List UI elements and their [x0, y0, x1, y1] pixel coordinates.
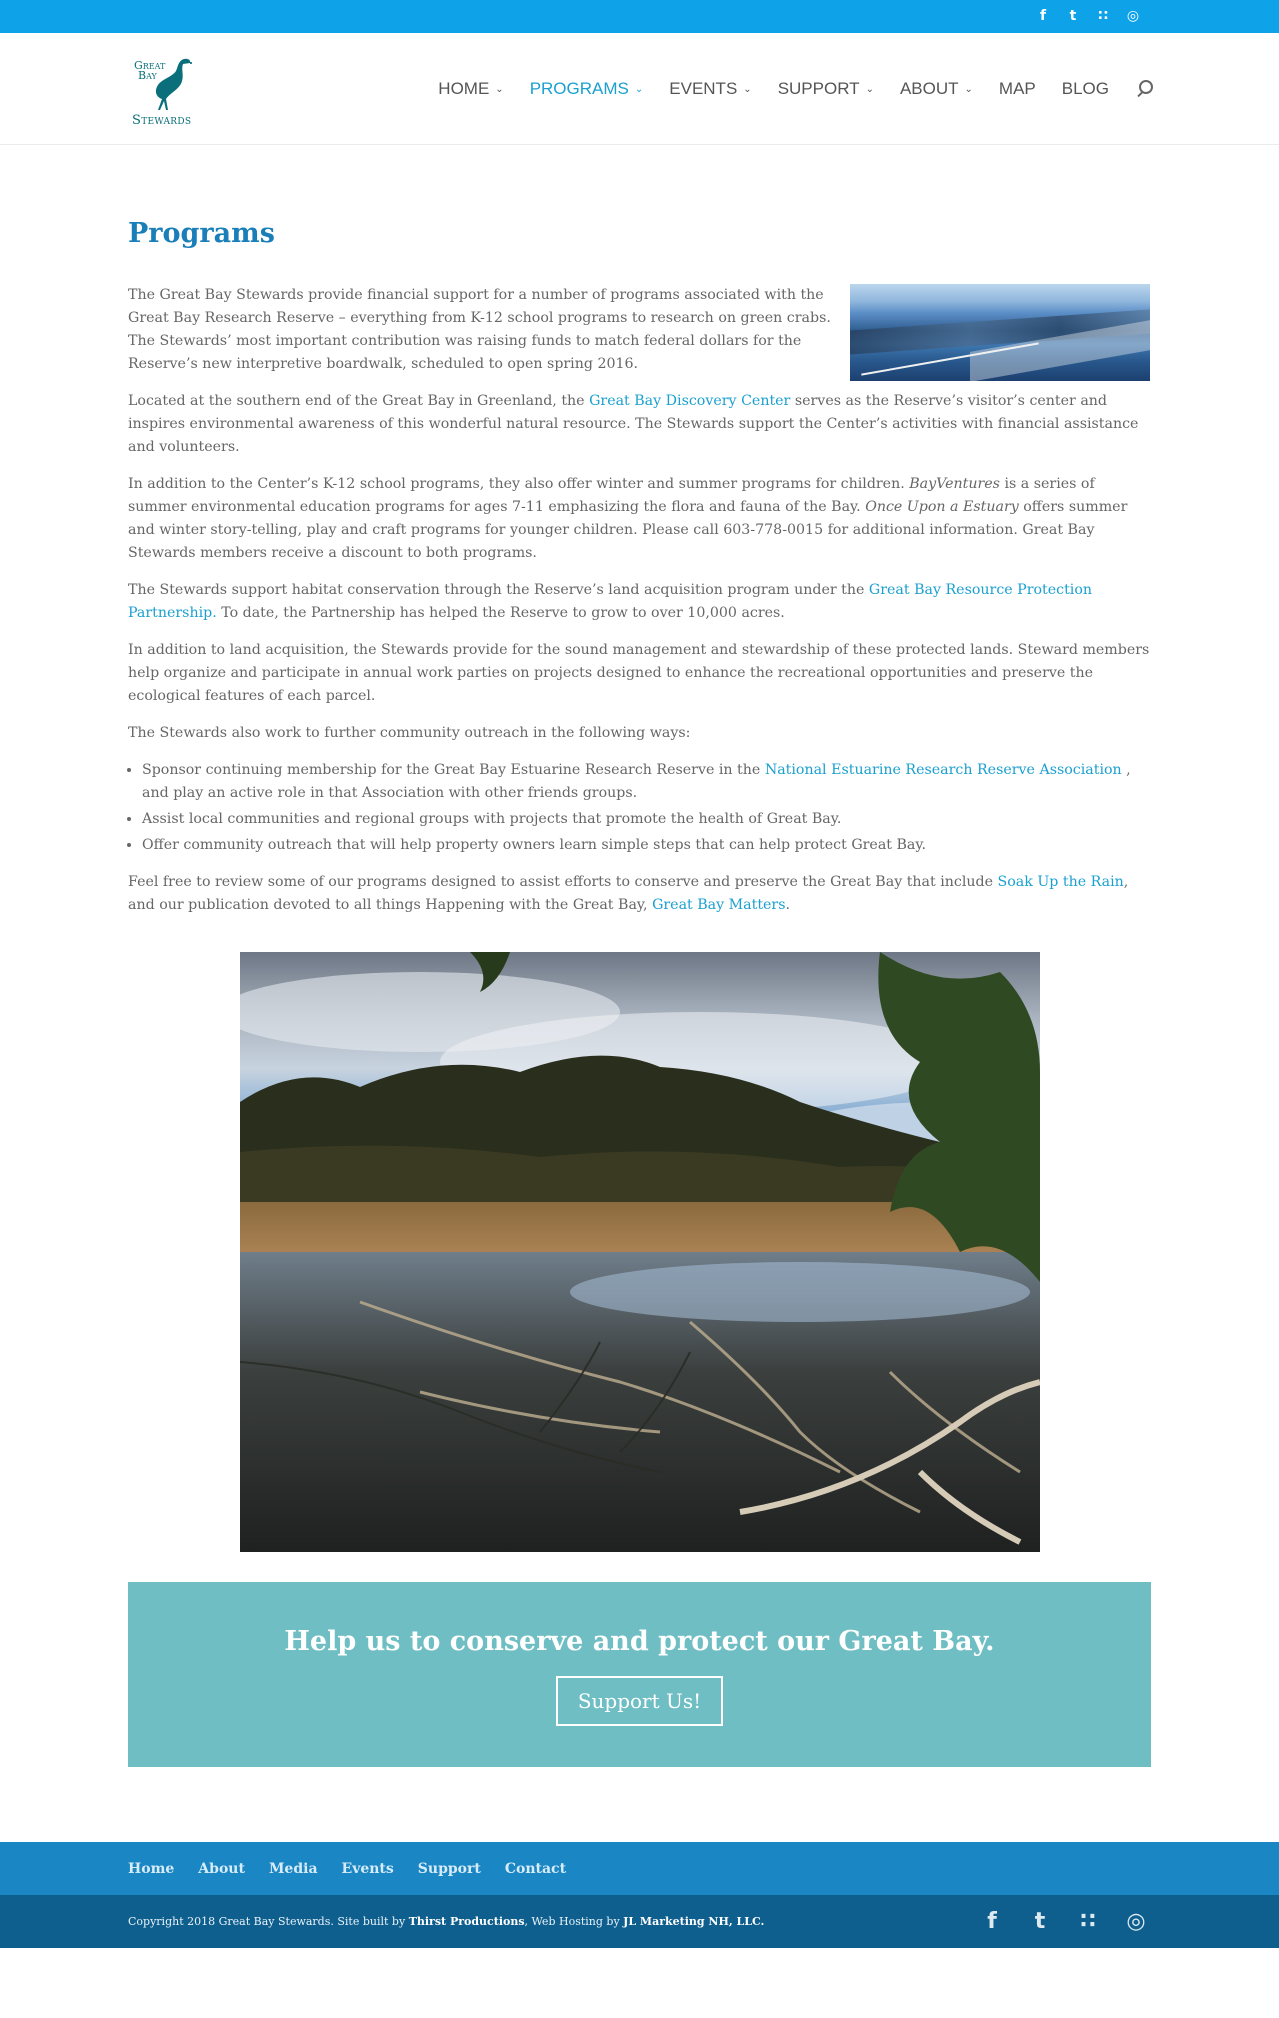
- footer-social-links: [979, 1895, 1149, 1948]
- nav-item-home[interactable]: [438, 79, 503, 99]
- nav-label: BLOG: [1061, 79, 1109, 98]
- paragraph-outreach-intro: The Stewards also work to further community outreach in the following ways:: [128, 725, 691, 741]
- nav-item-programs[interactable]: [530, 79, 644, 99]
- footer-link-events[interactable]: Events: [341, 1860, 394, 1877]
- twitter-icon[interactable]: t: [1069, 8, 1077, 24]
- site-header: [0, 33, 1279, 145]
- page-title: Programs: [128, 218, 275, 249]
- paragraph-habitat: [128, 579, 1150, 625]
- footer-link-about[interactable]: About: [198, 1860, 245, 1877]
- site-logo[interactable]: [130, 49, 210, 129]
- link-discovery-center[interactable]: Great Bay Discovery Center: [589, 393, 791, 409]
- list-item: [142, 759, 1150, 805]
- marsh-scene: [240, 952, 1040, 1552]
- rss-icon[interactable]: ∷: [1080, 1909, 1096, 1934]
- facebook-icon[interactable]: f: [987, 1909, 997, 1934]
- text-run: The Stewards support habitat conservation through the Reserve’s land acquisition program under the: [128, 582, 869, 598]
- twitter-icon[interactable]: t: [1034, 1909, 1046, 1934]
- outreach-list: [142, 759, 1150, 857]
- chevron-down-icon: ⌄: [964, 83, 973, 95]
- text-run: Sponsor continuing membership for the Great Bay Estuarine Research Reserve in the: [142, 762, 765, 778]
- paragraph-land-management: In addition to land acquisition, the Stewards provide for the sound management and stewardship of these protected lands. Steward members help organize and participate in annual work parties on projects designed to enhance the recreational opportunities and preserve the ecological features of each parcel.: [128, 642, 1150, 704]
- rss-icon[interactable]: ∷: [1098, 8, 1108, 24]
- list-item: • Offer community outreach that will help property owners learn simple steps that can help protect Great Bay.: [142, 834, 1150, 857]
- nav-label: MAP: [998, 79, 1036, 98]
- footer-nav: [0, 1842, 1279, 1895]
- nav-item-events[interactable]: [669, 79, 751, 99]
- footer-bottom: [0, 1895, 1279, 1948]
- footer-link-support[interactable]: Support: [417, 1860, 481, 1877]
- heron-icon: [150, 55, 192, 111]
- marsh-photo: [240, 952, 1040, 1552]
- support-us-button[interactable]: Support Us!: [556, 1676, 723, 1726]
- link-jl-marketing[interactable]: JL Marketing NH, LLC.: [623, 1915, 765, 1928]
- link-thirst-productions[interactable]: Thirst Productions: [408, 1915, 525, 1928]
- footer-links: [128, 1842, 566, 1895]
- text-run: In addition to the Center’s K-12 school programs, they also offer winter and summer programs for children.: [128, 476, 910, 492]
- nav-item-support[interactable]: [778, 79, 874, 99]
- text-run: , and play an active role in that Association with other friends groups.: [142, 762, 1131, 801]
- text-run: To date, the Partnership has helped the Reserve to grow to over 10,000 acres.: [216, 605, 785, 621]
- paragraph-school-programs: [128, 473, 1150, 565]
- nav-label: EVENTS: [669, 79, 738, 98]
- top-bar: [0, 0, 1279, 33]
- nav-item-map[interactable]: [999, 79, 1036, 99]
- nav-item-about[interactable]: [900, 79, 973, 99]
- nav-label: PROGRAMS: [529, 79, 629, 98]
- chevron-down-icon: ⌄: [495, 83, 504, 95]
- text-run: offers summer and winter story-telling, play and craft programs for younger children. Please call 603-778-0015 for additional information. Great Bay Stewards members receive a discount to both programs.: [128, 499, 1128, 561]
- search-icon[interactable]: [1135, 80, 1153, 98]
- text-bayventures: BayVentures: [909, 476, 1000, 492]
- cta-title: Help us to conserve and protect our Great Bay.: [284, 1626, 995, 1657]
- aerial-bay-image: [850, 284, 1150, 381]
- instagram-icon[interactable]: ◎: [1126, 8, 1140, 24]
- nav-label: SUPPORT: [777, 79, 860, 98]
- text-run: Feel free to review some of our programs designed to assist efforts to conserve and preserve the Great Bay that include: [128, 874, 998, 890]
- text-run: serves as the Reserve’s visitor’s center and inspires environmental awareness of this wonderful natural resource. The Stewards support the Center’s activities with financial assistance and volunteers.: [128, 393, 1139, 455]
- main-content: [128, 284, 1150, 931]
- footer-link-contact[interactable]: Contact: [504, 1860, 567, 1877]
- list-item: • Assist local communities and regional groups with projects that promote the health of Great Bay.: [142, 808, 1150, 831]
- nav-label: ABOUT: [899, 79, 959, 98]
- link-resource-protection[interactable]: Great Bay Resource Protection Partnership.: [128, 582, 1092, 621]
- top-social-links: [1034, 0, 1142, 33]
- text-run: , and our publication devoted to all things Happening with the Great Bay,: [128, 874, 1129, 913]
- footer-link-home[interactable]: Home: [128, 1860, 175, 1877]
- main-nav: [438, 33, 1153, 145]
- logo-line-2: Bay: [138, 69, 157, 82]
- paragraph-discovery-center: [128, 390, 1150, 459]
- logo-line-1: Great: [134, 59, 166, 72]
- copyright: [128, 1895, 764, 1948]
- support-cta: [128, 1582, 1151, 1767]
- text-run: .: [785, 897, 791, 913]
- text-run: Located at the southern end of the Great Bay in Greenland, the: [128, 393, 590, 409]
- instagram-icon[interactable]: ◎: [1126, 1909, 1146, 1934]
- facebook-icon[interactable]: f: [1039, 8, 1047, 24]
- nav-item-blog[interactable]: [1062, 79, 1109, 99]
- chevron-down-icon: ⌄: [634, 83, 644, 95]
- nav-label: HOME: [438, 79, 490, 98]
- text-run: , Web Hosting by: [524, 1915, 624, 1928]
- text-once-upon: Once Upon a Estuary: [865, 499, 1019, 515]
- link-great-bay-matters[interactable]: Great Bay Matters: [652, 897, 786, 913]
- text-run: Copyright 2018 Great Bay Stewards. Site built by: [128, 1915, 409, 1928]
- logo-text-stewards: Stewards: [132, 113, 192, 128]
- paragraph-intro: The Great Bay Stewards provide financial support for a number of programs associated with the Great Bay Research Reserve – everything from K-12 school programs to research on green crabs. The Stewards’ most important contribution was raising funds to match federal dollars for the Reserve’s new interpretive boardwalk, scheduled to open spring 2016.: [128, 287, 831, 372]
- chevron-down-icon: ⌄: [865, 83, 874, 95]
- link-soak-up-rain[interactable]: Soak Up the Rain: [997, 874, 1124, 890]
- link-nerra[interactable]: National Estuarine Research Reserve Association: [764, 762, 1122, 778]
- footer-link-media[interactable]: Media: [268, 1860, 318, 1877]
- paragraph-programs-links: [128, 871, 1150, 917]
- chevron-down-icon: ⌄: [743, 83, 752, 95]
- text-run: is a series of summer environmental education programs for ages 7-11 emphasizing the flora and fauna of the Bay.: [128, 476, 1095, 515]
